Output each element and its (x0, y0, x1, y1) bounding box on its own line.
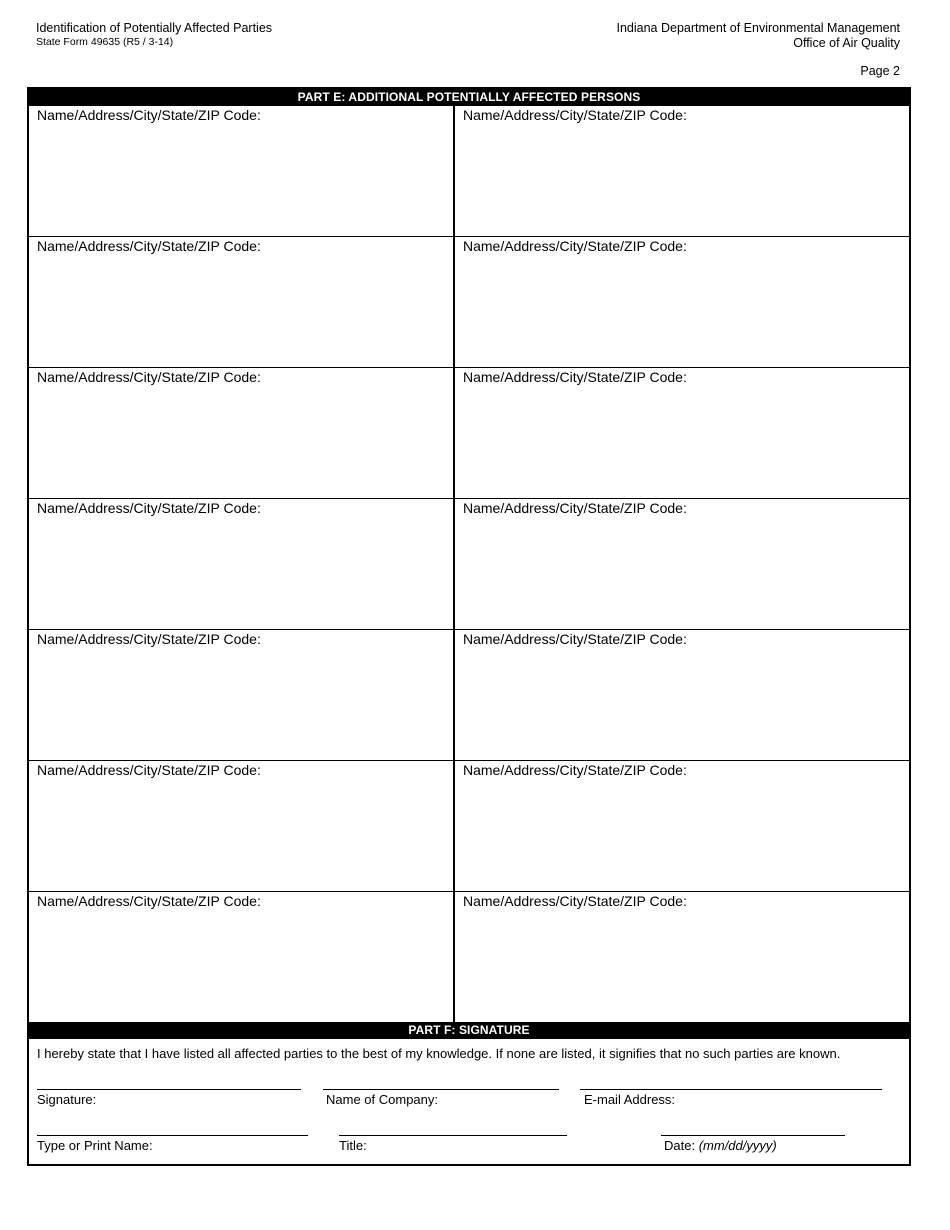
party-entry-label: Name/Address/City/State/ZIP Code: (463, 893, 687, 909)
party-entry-label: Name/Address/City/State/ZIP Code: (463, 500, 687, 516)
signature-field[interactable] (37, 1089, 301, 1090)
party-entry-label: Name/Address/City/State/ZIP Code: (463, 107, 687, 123)
party-entry-field[interactable] (29, 630, 455, 760)
email-label: E-mail Address: (584, 1092, 676, 1107)
signature-section (29, 1039, 909, 1164)
date-label-text: Date: (664, 1138, 696, 1153)
parties-row (29, 106, 909, 237)
parties-row (29, 499, 909, 630)
print-name-label: Type or Print Name: (37, 1138, 153, 1153)
parties-row (29, 237, 909, 368)
print-name-field[interactable] (37, 1135, 308, 1136)
party-entry-field[interactable] (29, 237, 455, 367)
parties-row (29, 761, 909, 892)
parties-row (29, 892, 909, 1022)
party-entry-label: Name/Address/City/State/ZIP Code: (37, 238, 261, 254)
office-name: Office of Air Quality (793, 36, 900, 50)
party-entry-field[interactable] (29, 368, 455, 498)
form-title: Identification of Potentially Affected Parties (36, 21, 273, 35)
party-entry-label: Name/Address/City/State/ZIP Code: (463, 762, 687, 778)
party-entry-label: Name/Address/City/State/ZIP Code: (463, 631, 687, 647)
party-entry-field[interactable] (29, 761, 455, 891)
parties-row (29, 368, 909, 499)
form-header-left (36, 21, 272, 49)
party-entry-label: Name/Address/City/State/ZIP Code: (37, 107, 261, 123)
date-label (664, 1138, 777, 1153)
company-name-field[interactable] (323, 1089, 559, 1090)
date-field[interactable] (661, 1135, 845, 1136)
party-entry-field[interactable] (455, 499, 909, 629)
form-number: State Form 49635 (R5 / 3-14) (36, 36, 174, 48)
page-number: Page 2 (860, 64, 900, 78)
agency-name: Indiana Department of Environmental Management (616, 21, 900, 35)
part-f-header: PART F: SIGNATURE (29, 1022, 909, 1039)
form-header-right (617, 21, 901, 51)
party-entry-label: Name/Address/City/State/ZIP Code: (37, 631, 261, 647)
parties-row (29, 630, 909, 761)
form-body (27, 87, 911, 1166)
party-entry-label: Name/Address/City/State/ZIP Code: (37, 893, 261, 909)
party-entry-field[interactable] (29, 106, 455, 236)
party-entry-label: Name/Address/City/State/ZIP Code: (463, 238, 687, 254)
date-format-hint: (mm/dd/yyyy) (698, 1138, 777, 1153)
party-entry-label: Name/Address/City/State/ZIP Code: (463, 369, 687, 385)
title-field[interactable] (339, 1135, 567, 1136)
signature-label: Signature: (37, 1092, 97, 1107)
party-entry-field[interactable] (455, 237, 909, 367)
party-entry-field[interactable] (29, 892, 455, 1022)
part-e-header: PART E: ADDITIONAL POTENTIALLY AFFECTED PERSONS (29, 89, 909, 106)
affected-parties-grid (29, 106, 909, 1022)
party-entry-field[interactable] (455, 368, 909, 498)
party-entry-field[interactable] (455, 106, 909, 236)
party-entry-field[interactable] (455, 630, 909, 760)
party-entry-field[interactable] (455, 892, 909, 1022)
certification-statement: I hereby state that I have listed all affected parties to the best of my knowledge. If none are listed, it signifies that no such parties are known. (37, 1046, 841, 1061)
title-label: Title: (339, 1138, 367, 1153)
party-entry-label: Name/Address/City/State/ZIP Code: (37, 500, 261, 516)
party-entry-label: Name/Address/City/State/ZIP Code: (37, 762, 261, 778)
company-name-label: Name of Company: (326, 1092, 438, 1107)
email-field[interactable] (580, 1089, 882, 1090)
party-entry-field[interactable] (29, 499, 455, 629)
party-entry-label: Name/Address/City/State/ZIP Code: (37, 369, 261, 385)
party-entry-field[interactable] (455, 761, 909, 891)
